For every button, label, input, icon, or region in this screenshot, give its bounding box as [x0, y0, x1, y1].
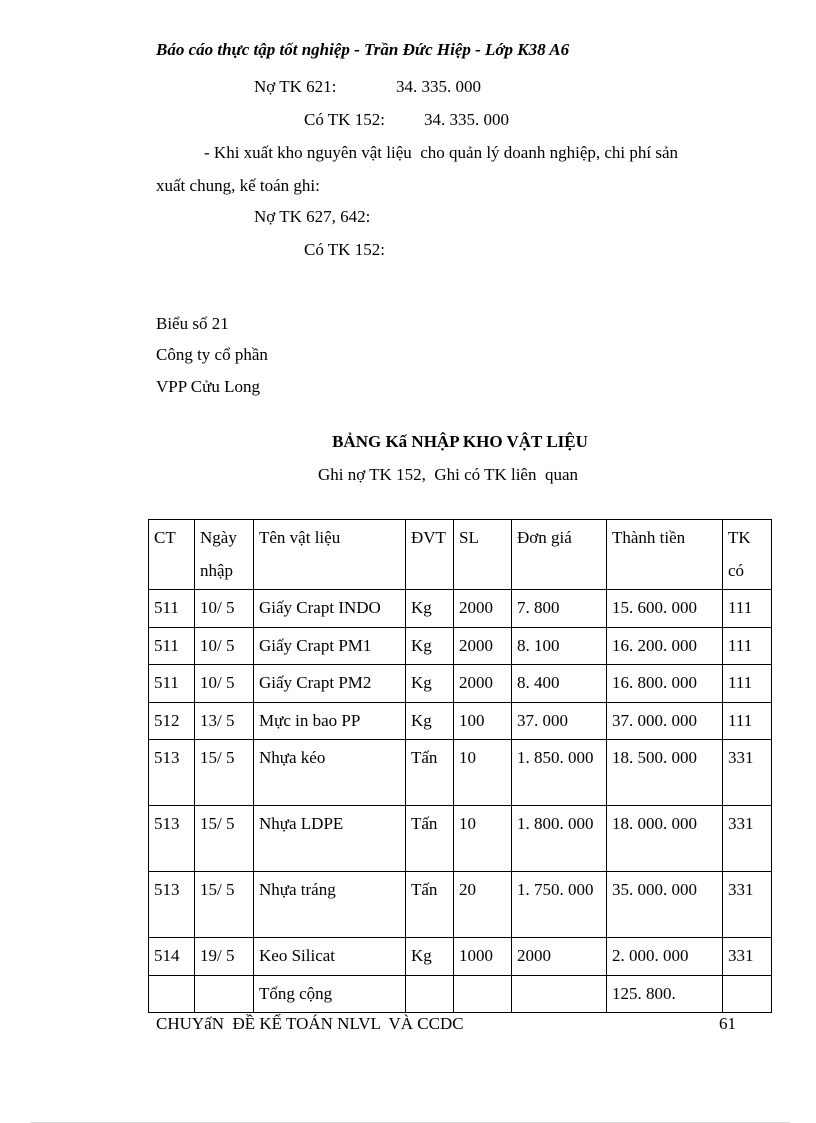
- table-row: [149, 938, 772, 976]
- table-row: [149, 740, 772, 806]
- cell-empty: [512, 975, 607, 1013]
- cell-unit-price: 1. 800. 000: [512, 806, 607, 872]
- table-row: [149, 872, 772, 938]
- cell-material: Nhựa kéo: [254, 740, 406, 806]
- table-subtitle: Ghi nợ TK 152, Ghi có TK liên quan: [317, 465, 579, 484]
- header-don-gia: Đơn giá: [512, 520, 607, 590]
- cell-ct: 514: [149, 938, 195, 976]
- cell-tk-co: 331: [723, 872, 772, 938]
- cell-amount: 2. 000. 000: [607, 938, 723, 976]
- cell-amount: 37. 000. 000: [607, 702, 723, 740]
- cell-material: Nhựa tráng: [254, 872, 406, 938]
- cell-date: 19/ 5: [195, 938, 254, 976]
- cell-unit-price: 8. 100: [512, 627, 607, 665]
- table-row: [149, 702, 772, 740]
- company-name-line-2: VPP Cửu Long: [156, 377, 260, 396]
- cell-empty: [195, 975, 254, 1013]
- cell-unit: Kg: [406, 702, 454, 740]
- entry-no-627-label: Nợ TK 627, 642:: [254, 207, 371, 226]
- cell-tk-co: 111: [723, 665, 772, 703]
- table-total-row: [149, 975, 772, 1013]
- cell-ct: 511: [149, 665, 195, 703]
- cell-qty: 2000: [454, 590, 512, 628]
- cell-ct: 513: [149, 872, 195, 938]
- cell-amount: 18. 500. 000: [607, 740, 723, 806]
- cell-tk-co: 111: [723, 702, 772, 740]
- cell-amount: 15. 600. 000: [607, 590, 723, 628]
- header-thanh-tien: Thành tiền: [607, 520, 723, 590]
- header-ten-vat-lieu: Tên vật liệu: [254, 520, 406, 590]
- cell-tk-co: 111: [723, 590, 772, 628]
- total-value: 125. 800.: [607, 975, 723, 1013]
- cell-material: Giấy Crapt PM2: [254, 665, 406, 703]
- page-number: 61: [719, 1014, 736, 1033]
- cell-unit-price: 1. 750. 000: [512, 872, 607, 938]
- cell-amount: 16. 200. 000: [607, 627, 723, 665]
- cell-date: 15/ 5: [195, 806, 254, 872]
- cell-material: Mực in bao PP: [254, 702, 406, 740]
- cell-material: Giấy Crapt INDO: [254, 590, 406, 628]
- cell-unit: Kg: [406, 665, 454, 703]
- header-tk-co: TK có: [723, 520, 772, 590]
- entry-co-152-value: 34. 335. 000: [424, 110, 509, 129]
- cell-amount: 35. 000. 000: [607, 872, 723, 938]
- cell-unit-price: 1. 850. 000: [512, 740, 607, 806]
- cell-date: 13/ 5: [195, 702, 254, 740]
- table-header-row: [149, 520, 772, 590]
- entry-no-621-value: 34. 335. 000: [396, 77, 481, 96]
- cell-unit: Kg: [406, 590, 454, 628]
- cell-ct: 512: [149, 702, 195, 740]
- cell-date: 10/ 5: [195, 665, 254, 703]
- cell-unit-price: 2000: [512, 938, 607, 976]
- cell-date: 15/ 5: [195, 740, 254, 806]
- cell-qty: 20: [454, 872, 512, 938]
- cell-unit: Kg: [406, 938, 454, 976]
- cell-material: Nhựa LDPE: [254, 806, 406, 872]
- cell-tk-co: 331: [723, 938, 772, 976]
- report-header: Báo cáo thực tập tốt nghiệp - Trần Đức Hiệp - Lớp K38 A6: [156, 40, 570, 59]
- cell-unit: Tấn: [406, 806, 454, 872]
- cell-unit: Tấn: [406, 740, 454, 806]
- cell-material: Giấy Crapt PM1: [254, 627, 406, 665]
- cell-empty: [723, 975, 772, 1013]
- total-label: Tổng cộng: [254, 975, 406, 1013]
- cell-tk-co: 331: [723, 740, 772, 806]
- cell-empty: [149, 975, 195, 1013]
- table-title: BẢNG Kấ NHẬP KHO VẬT LIỆU: [332, 432, 588, 451]
- form-number: Biểu số 21: [156, 314, 229, 333]
- cell-qty: 2000: [454, 627, 512, 665]
- table-row: [149, 665, 772, 703]
- cell-material: Keo Silicat: [254, 938, 406, 976]
- cell-date: 10/ 5: [195, 627, 254, 665]
- cell-date: 10/ 5: [195, 590, 254, 628]
- cell-ct: 513: [149, 740, 195, 806]
- cell-tk-co: 331: [723, 806, 772, 872]
- cell-ct: 511: [149, 627, 195, 665]
- entry-no-621-label: Nợ TK 621:: [254, 77, 337, 96]
- cell-tk-co: 111: [723, 627, 772, 665]
- table-row: [149, 627, 772, 665]
- company-name-line-1: Công ty cổ phần: [156, 345, 268, 364]
- cell-ct: 511: [149, 590, 195, 628]
- entry-co-152-label: Có TK 152:: [304, 110, 385, 129]
- entry-co-152b-label: Có TK 152:: [304, 240, 385, 259]
- cell-qty: 10: [454, 740, 512, 806]
- cell-qty: 100: [454, 702, 512, 740]
- header-sl: SL: [454, 520, 512, 590]
- cell-date: 15/ 5: [195, 872, 254, 938]
- table-row: [149, 806, 772, 872]
- cell-unit: Tấn: [406, 872, 454, 938]
- cell-empty: [406, 975, 454, 1013]
- cell-unit-price: 37. 000: [512, 702, 607, 740]
- cell-qty: 1000: [454, 938, 512, 976]
- footer-title: CHUYấN ĐỀ KẾ TOÁN NLVL VÀ CCDC: [156, 1014, 464, 1033]
- cell-qty: 2000: [454, 665, 512, 703]
- inventory-table: [148, 519, 772, 1013]
- paragraph-line-1: - Khi xuất kho nguyên vật liệu cho quản lý doanh nghiệp, chi phí sản: [204, 143, 679, 162]
- header-dvt: ĐVT: [406, 520, 454, 590]
- paragraph-line-2: xuất chung, kế toán ghi:: [156, 176, 320, 195]
- cell-empty: [454, 975, 512, 1013]
- cell-unit-price: 8. 400: [512, 665, 607, 703]
- cell-unit: Kg: [406, 627, 454, 665]
- cell-ct: 513: [149, 806, 195, 872]
- cell-amount: 16. 800. 000: [607, 665, 723, 703]
- cell-amount: 18. 000. 000: [607, 806, 723, 872]
- header-ct: CT: [149, 520, 195, 590]
- cell-unit-price: 7. 800: [512, 590, 607, 628]
- cell-qty: 10: [454, 806, 512, 872]
- header-ngay-nhap: Ngày nhập: [195, 520, 254, 590]
- table-row: [149, 590, 772, 628]
